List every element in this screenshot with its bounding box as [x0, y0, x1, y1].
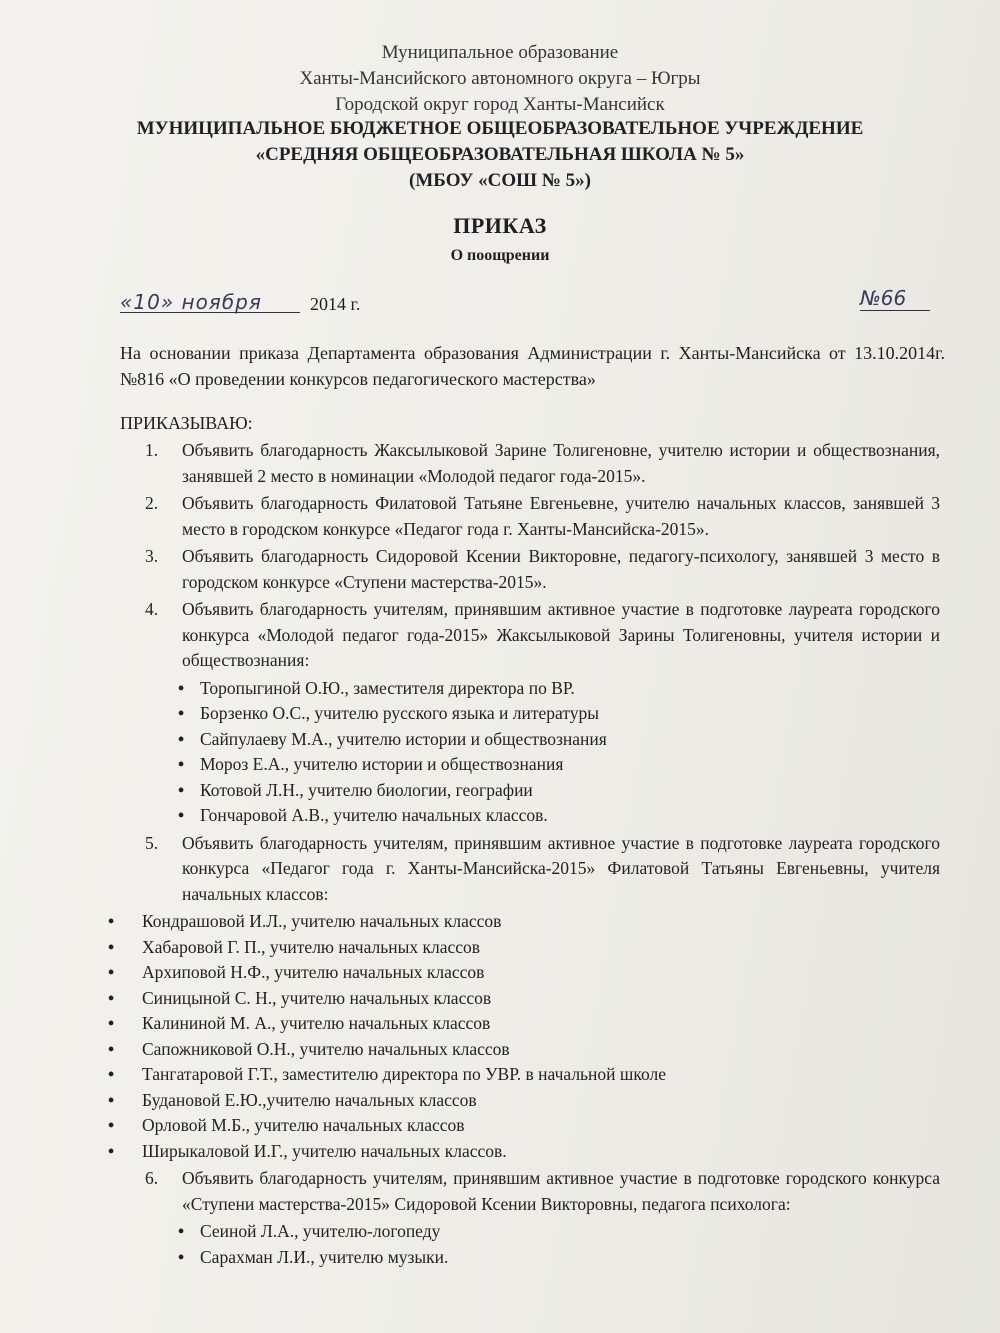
- order-item-text: Объявить благодарность учителям, принявшим активное участие в подготовке лауреата городского конкурса «Педагог года г. Ханты-Мансийска-2015» Филатовой Татьяны Евгеньевны, учителя начальных классов:: [182, 832, 940, 904]
- bullet-item: • Сапожниковой О.Н., учителю начальных классов: [100, 1037, 940, 1063]
- order-item-text: Объявить благодарность учителям, принявшим активное участие в подготовке лауреата городского конкурса «Молодой педагог года-2015» Жаксылыковой Зарины Толигеновны, учителя истории и обществознания:: [182, 599, 940, 670]
- order-item: [140, 597, 940, 674]
- bullet-item: • Будановой Е.Ю.,учителю начальных классов: [100, 1088, 940, 1114]
- order-items-list: [140, 438, 940, 1272]
- bullet-list: [140, 909, 940, 1164]
- bullet-item: • Хабаровой Г. П., учителю начальных классов: [100, 935, 940, 961]
- bullet-item: • Торопыгиной О.Ю., заместителя директора по ВР.: [140, 676, 940, 702]
- bullet-item: • Гончаровой А.В., учителю начальных классов.: [140, 803, 940, 829]
- document-title: ПРИКАЗ: [453, 213, 547, 238]
- order-item-text: Объявить благодарность учителям, принявшим активное участие в подготовке городского конкурса «Ступени мастерства-2015» Сидоровой Ксении Викторовны, педагога психолога:: [182, 1168, 940, 1214]
- handwritten-date: «10» ноября: [120, 290, 300, 313]
- order-item: [140, 1166, 940, 1217]
- header-line-2: Ханты-Мансийского автономного округа – Югры: [299, 68, 701, 89]
- header-municipal: [0, 40, 1000, 118]
- header-line-3: Городской округ город Ханты-Мансийск: [335, 94, 665, 115]
- order-item-number: 3.: [145, 546, 159, 566]
- bullet-item: • Архиповой Н.Ф., учителю начальных классов: [100, 960, 940, 986]
- order-item-number: 4.: [145, 599, 159, 619]
- bullet-item: • Тангатаровой Г.Т., заместителю директора по УВР. в начальной школе: [100, 1062, 940, 1088]
- order-item: [140, 831, 940, 908]
- order-number: №66: [860, 286, 930, 311]
- bullet-item: • Кондрашовой И.Л., учителю начальных классов: [100, 909, 940, 935]
- bullet-item: • Котовой Л.Н., учителю биологии, географии: [140, 778, 940, 804]
- bullet-item: • Сеиной Л.А., учителю-логопеду: [140, 1219, 940, 1245]
- order-item: [140, 438, 940, 489]
- order-item-text: Объявить благодарность Жаксылыковой Зарине Толигеновне, учителю истории и обществознания, занявшей 2 место в номинации «Молодой педагог года-2015».: [182, 440, 940, 486]
- bullet-list: [140, 1219, 940, 1270]
- org-line-3: (МБОУ «СОШ № 5»): [409, 170, 591, 191]
- order-item: [140, 491, 940, 542]
- order-item-number: 2.: [145, 493, 159, 513]
- order-item-text: Объявить благодарность Филатовой Татьяне Евгеньевне, учителю начальных классов, занявшей 3 место в городском конкурсе «Педагог года г. Ханты-Мансийска-2015».: [182, 493, 940, 539]
- bullet-item: • Орловой М.Б., учителю начальных классов: [100, 1113, 940, 1139]
- bullet-item: • Калининой М. А., учителю начальных классов: [100, 1011, 940, 1037]
- bullet-item: • Борзенко О.С., учителю русского языка и литературы: [140, 701, 940, 727]
- bullet-list: [140, 676, 940, 829]
- order-item-number: 6.: [145, 1168, 159, 1188]
- bullet-item: • Сайпулаеву М.А., учителю истории и обществознания: [140, 727, 940, 753]
- basis-paragraph: На основании приказа Департамента образования Администрации г. Ханты-Мансийска от 13.10.2014г. №816 «О проведении конкурсов педагогического мастерства»: [120, 343, 945, 389]
- order-item-number: 1.: [145, 440, 159, 460]
- bullet-item: • Сарахман Л.И., учителю музыки.: [140, 1245, 940, 1271]
- date-year: 2014 г.: [310, 294, 361, 314]
- order-item-text: Объявить благодарность Сидоровой Ксении Викторовне, педагогу-психологу, занявшей 3 место в городском конкурсе «Ступени мастерства-2015».: [182, 546, 940, 592]
- header-line-1: Муниципальное образование: [381, 42, 619, 63]
- order-item: [140, 544, 940, 595]
- org-line-2: «СРЕДНЯЯ ОБЩЕОБРАЗОВАТЕЛЬНАЯ ШКОЛА № 5»: [255, 144, 745, 165]
- order-item-number: 5.: [145, 832, 159, 853]
- date-line: [120, 286, 930, 320]
- document-subtitle: О поощрении: [450, 247, 550, 264]
- org-line-1: МУНИЦИПАЛЬНОЕ БЮДЖЕТНОЕ ОБЩЕОБРАЗОВАТЕЛЬНОЕ УЧРЕЖДЕНИЕ: [136, 118, 864, 139]
- bullet-item: • Ширыкаловой И.Г., учителю начальных классов.: [100, 1139, 940, 1165]
- bullet-item: • Мороз Е.А., учителю истории и обществознания: [140, 752, 940, 778]
- header-organization: [0, 116, 1000, 194]
- order-label: ПРИКАЗЫВАЮ:: [120, 413, 253, 433]
- bullet-item: • Синицыной С. Н., учителю начальных классов: [100, 986, 940, 1012]
